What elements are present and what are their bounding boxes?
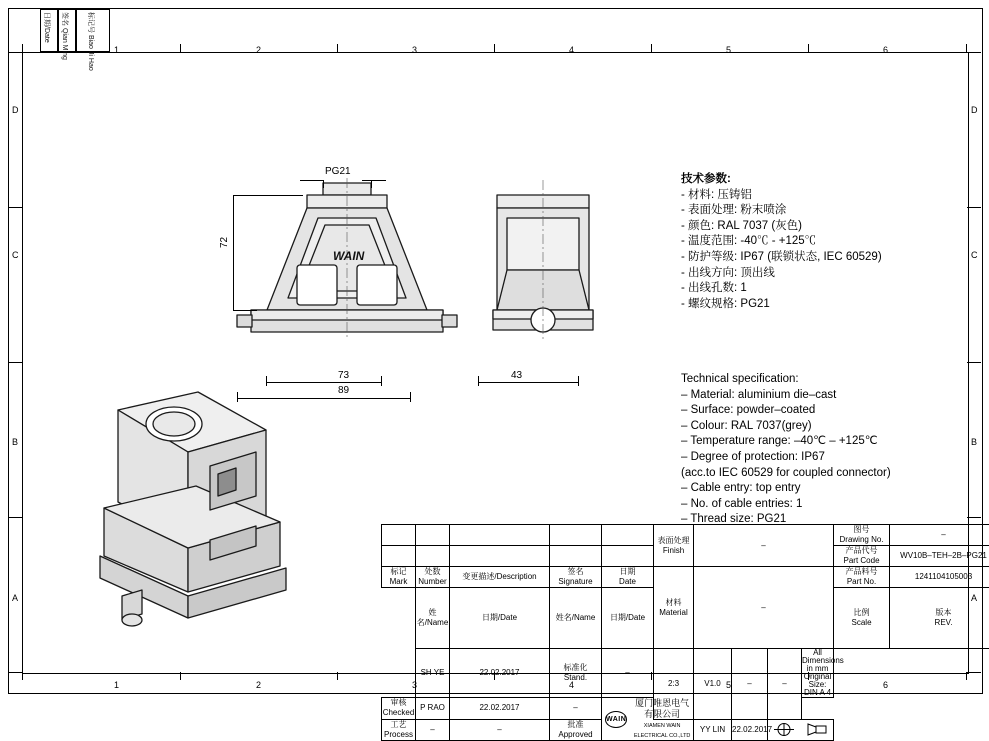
process-name: – [416,719,450,741]
part-no-value: 1241104105003 [890,567,989,588]
process-date: – [450,719,550,741]
spec-en-line-3: – Colour: RAL 7037(grey) [681,419,812,432]
zone-label-left-b: B [12,437,19,447]
zone-label-top-4: 4 [569,45,575,55]
sub-header-name2: 姓名/Name [550,588,602,649]
dim-height-label: 72 [219,236,230,248]
checked-name: P RAO [416,698,450,720]
zone-label-left-a: A [12,593,19,603]
process-label: 工艺 Process [382,719,416,741]
material-label: 材料 Material [654,567,694,649]
spec-en-title: Technical specification: [681,373,799,385]
projection-symbol-cell [768,719,834,741]
spec-en-line-9: – Thread size: PG21 [681,513,787,526]
spec-cn-line-6: - 出线方向: 顶出线 [681,266,775,279]
dim-43-label: 43 [511,370,523,381]
rev-stamp-mark-label: 标记号 Biao Ji Hao [87,12,94,71]
standard-name: – [602,649,654,698]
spec-en-line-1: – Material: aluminium die–cast [681,388,837,401]
weight-value: – [732,649,768,720]
spec-cn-line-3: - 颜色: RAL 7037 (灰色) [681,219,802,232]
finish-value: – [694,525,834,567]
spec-cn-line-1: - 材料: 压铸铝 [681,188,752,201]
standard-date: – [550,698,602,720]
checked-date: 22.02.2017 [450,698,550,720]
drawing-no-label: 图号 Drawing No. [834,525,890,546]
rev-label: 版本 REV. [890,588,989,649]
zone-label-bottom-5: 5 [726,680,732,690]
sub-header-date: 日期/Date [450,588,550,649]
isometric-view-drawing [70,370,330,640]
zone-label-top-1: 1 [114,45,120,55]
dim-89-label: 89 [338,385,350,396]
zone-label-right-a: A [971,593,978,603]
rev-row1-desc [450,525,550,546]
material-value: – [694,567,834,649]
rev-header-description: 变更描述/Description [450,567,550,588]
technical-spec-en [681,372,981,528]
scale-value: 2:3 [654,649,694,720]
rev-header-date: 日期 Date [602,567,654,588]
rev-stamp-date-label: 日期/Date [43,12,50,43]
first-angle-projection-icon [768,722,842,737]
wain-logo-icon: WAIN [605,711,627,728]
spec-en-line-7: – Cable entry: top entry [681,482,801,495]
rev-stamp-sign-label: 签名 Qian Ming [61,12,68,60]
company-logo-cell [602,698,694,741]
rev-header-signature: 签名 Signature [550,567,602,588]
drawn-date: 22.02.2017 [450,649,550,698]
spec-en-line-6: (acc.to IEC 60529 for coupled connector) [681,466,891,479]
zone-label-top-5: 5 [726,45,732,55]
spec-cn-line-7: - 出线孔数: 1 [681,282,747,295]
rev-header-mark: 标记 Mark [382,567,416,588]
wain-logo-front: WAIN [333,249,365,263]
spec-cn-line-2: - 表面处理: 粉末喷涂 [681,204,787,217]
zone-label-top-3: 3 [412,45,418,55]
zone-label-bottom-1: 1 [114,680,120,690]
part-no-label: 产品料号 Part No. [834,567,890,588]
qty-value: – [768,649,802,720]
scale-label: 比例 Scale [834,588,890,649]
approved-label: 批准 Approved [550,719,602,741]
spec-en-line-8: – No. of cable entries: 1 [681,497,803,510]
rev-row1-sign [550,525,602,546]
spec-cn-line-4: - 温度范围: -40℃ - +125℃ [681,235,817,248]
side-view-drawing [455,160,635,400]
rev-row1-date [602,525,654,546]
zone-label-bottom-2: 2 [256,680,262,690]
zone-label-bottom-3: 3 [412,680,418,690]
rev-row2-sign [550,546,602,567]
part-code-value: WV10B–TEH–2B–PG21 [890,546,989,567]
drawn-name: SH YE [416,649,450,698]
approved-name: YY LIN [694,719,732,741]
checked-label: 审核 Checked [382,698,415,718]
rev-value: V1.0 [694,649,732,720]
zone-label-top-6: 6 [883,45,889,55]
zone-label-left-d: D [12,105,19,115]
rev-header-number: 处数 Number [416,567,450,588]
rev-row2-desc [450,546,550,567]
zone-label-right-b: B [971,437,978,447]
rev-row2-date [602,546,654,567]
company-name-cn: 厦门唯恩电气有限公司 [635,698,690,719]
part-code-label: 产品代号 Part Code [834,546,890,567]
spec-cn-title: 技术参数: [681,173,731,185]
rev-row2-mark [382,546,416,567]
company-name-en: XIAMEN WAIN ELECTRICAL CO.,LTD [633,723,691,739]
approved-date: 22.02.2017 [732,719,768,741]
drawing-no-value: – [890,525,989,546]
standard-label: 标准化 Stand. [550,649,602,698]
rev-row1-number [416,525,450,546]
title-block [381,524,987,739]
rev-row1-mark [382,525,416,546]
finish-label: 表面处理 Finish [654,525,694,567]
zone-label-right-d: D [971,105,978,115]
zone-label-bottom-6: 6 [883,680,889,690]
spec-en-line-5: – Degree of protection: IP67 [681,450,825,463]
rev-row2-number [416,546,450,567]
sub-header-date2: 日期/Date [602,588,654,649]
sub-header-name: 姓名/Name [416,588,450,649]
zone-label-left-c: C [12,250,19,260]
spec-en-line-2: – Surface: powder–coated [681,404,816,417]
zone-label-top-2: 2 [256,45,262,55]
dim-73-label: 73 [338,370,350,381]
zone-label-right-c: C [971,250,978,260]
zone-label-bottom-4: 4 [569,680,575,690]
spec-en-line-4: – Temperature range: –40℃ – +125℃ [681,435,878,448]
spec-cn-line-8: - 螺纹规格: PG21 [681,297,770,310]
spec-cn-line-5: - 防护等级: IP67 (联锁状态, IEC 60529) [681,250,882,263]
notes-cell: All Dimensions in mm Original Size: DIN A 4 [802,648,844,697]
diagonal-cell-left [382,588,416,698]
dim-pg21-label: PG21 [325,166,351,177]
technical-spec-cn [681,172,971,312]
